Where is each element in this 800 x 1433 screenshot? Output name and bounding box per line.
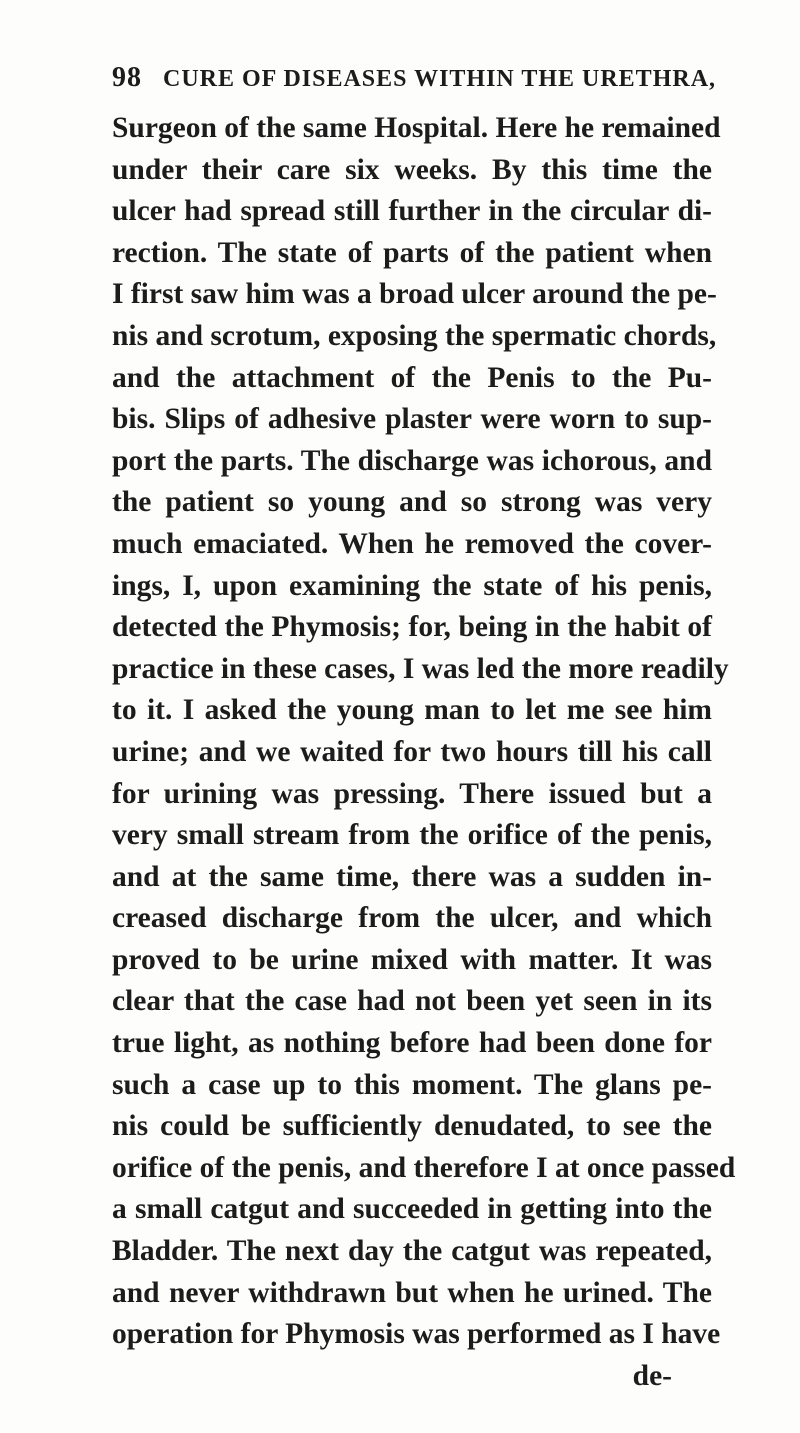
text-line: ings, I, upon examining the state of his penis,: [112, 569, 712, 602]
text-line: orifice of the penis, and therefore I at once passed: [112, 1151, 736, 1184]
text-line: to it. I asked the young man to let me see him: [112, 694, 712, 727]
body-text: [112, 108, 736, 1397]
text-line: and the attachment of the Penis to the Pu-: [112, 361, 712, 394]
text-line: much emaciated. When he removed the cover-: [112, 527, 712, 560]
text-line: true light, as nothing before had been done for: [112, 1027, 712, 1060]
running-head: [112, 62, 717, 102]
text-line: a small catgut and succeeded in getting into the: [112, 1193, 712, 1226]
text-line: for urining was pressing. There issued but a: [112, 777, 712, 810]
page-number: 98: [112, 62, 142, 93]
text-line: port the parts. The discharge was ichorous, and: [112, 444, 712, 477]
text-line: and never withdrawn but when he urined. The: [112, 1276, 712, 1309]
text-line: nis could be sufficiently denudated, to see the: [112, 1110, 712, 1143]
text-line: proved to be urine mixed with matter. It was: [112, 943, 712, 976]
text-line: practice in these cases, I was led the more readily: [112, 652, 729, 685]
text-line: nis and scrotum, exposing the spermatic chords,: [112, 319, 717, 352]
text-line: urine; and we waited for two hours till his call: [112, 735, 712, 768]
text-line: Bladder. The next day the catgut was repeated,: [112, 1235, 712, 1268]
text-line: I first saw him was a broad ulcer around the pe-: [112, 278, 717, 311]
catchword: de-: [632, 1359, 672, 1392]
text-line: Surgeon of the same Hospital. Here he remained: [112, 112, 721, 144]
text-line: the patient so young and so strong was very: [112, 486, 712, 519]
text-line: operation for Phymosis was performed as I have: [112, 1318, 721, 1351]
text-line: detected the Phymosis; for, being in the habit of: [112, 611, 712, 644]
text-line: rection. The state of parts of the patient when: [112, 236, 712, 269]
text-line: ulcer had spread still further in the circular di-: [112, 195, 712, 228]
text-line: clear that the case had not been yet seen in its: [112, 985, 712, 1018]
running-title: CURE OF DISEASES WITHIN THE URETHRA,: [163, 66, 717, 92]
text-line: very small stream from the orifice of the penis,: [112, 819, 712, 852]
text-line: creased discharge from the ulcer, and which: [112, 902, 712, 935]
text-line: under their care six weeks. By this time the: [112, 153, 712, 186]
text-line: such a case up to this moment. The glans pe-: [112, 1068, 712, 1101]
text-line: and at the same time, there was a sudden in-: [112, 860, 712, 893]
text-line: bis. Slips of adhesive plaster were worn to sup-: [112, 403, 712, 436]
